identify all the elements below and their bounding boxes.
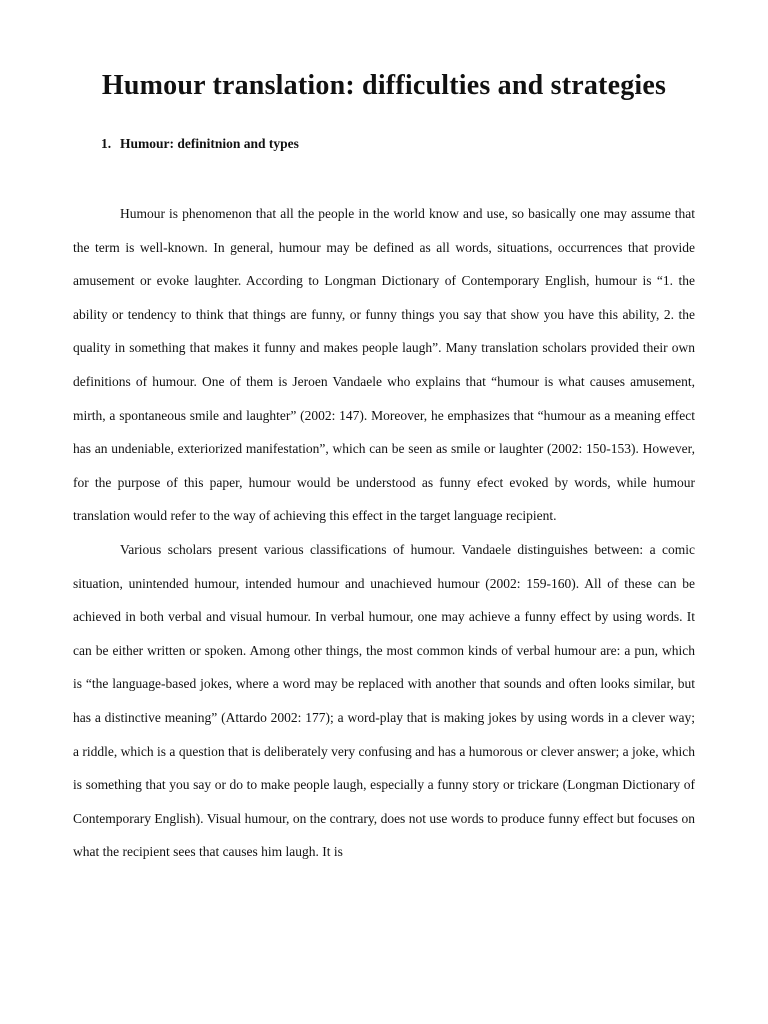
section-heading (101, 134, 299, 154)
document-body (73, 197, 695, 869)
body-paragraph-2: Various scholars present various classifications of humour. Vandaele distinguishes between: a comic situation, unintended humour, intended humour and unachieved humour (2002: 159-160). All of these can be achieved in both verbal and visual humour. In verbal humour, one may achieve a funny effect by using words. It can be either written or spoken. Among other things, the most common kinds of verbal humour are: a pun, which is “the language-based jokes, where a word may be replaced with another that sounds and often looks similar, but has a distinctive meaning” (Attardo 2002: 177); a word-play that is making jokes by using words in a clever way; a riddle, which is a question that is deliberately very confusing and has a humorous or clever answer; a joke, which is something that you say or do to make people laugh, especially a funny story or trickare (Longman Dictionary of Contemporary English). Visual humour, on the contrary, does not use words to produce funny effect but focuses on what the recipient sees that causes him laugh. It is (73, 541, 695, 860)
body-paragraph-1: Humour is phenomenon that all the people in the world know and use, so basically one may assume that the term is well-known. In general, humour may be defined as all words, situations, occurrences that provide amusement or evoke laughter. According to Longman Dictionary of Contemporary English, humour is “1. the ability or tendency to think that things are funny, or funny things you say that show you have this ability, 2. the quality in something that makes it funny and makes people laugh”. Many translation scholars provided their own definitions of humour. One of them is Jeroen Vandaele who explains that “humour is what causes amusement, mirth, a spontaneous smile and laughter” (2002: 147). Moreover, he emphasizes that “humour as a meaning effect has an undeniable, exteriorized manifestation”, which can be seen as smile or laughter (2002: 150-153). However, for the purpose of this paper, humour would be understood as funny efect evoked by words, while humour translation would refer to the way of achieving this effect in the target language recipient. (73, 206, 695, 524)
document-title: Humour translation: difficulties and strategies (101, 70, 667, 101)
section-heading-text: Humour: definitnion and types (120, 136, 299, 151)
section-number: 1. (101, 136, 112, 151)
